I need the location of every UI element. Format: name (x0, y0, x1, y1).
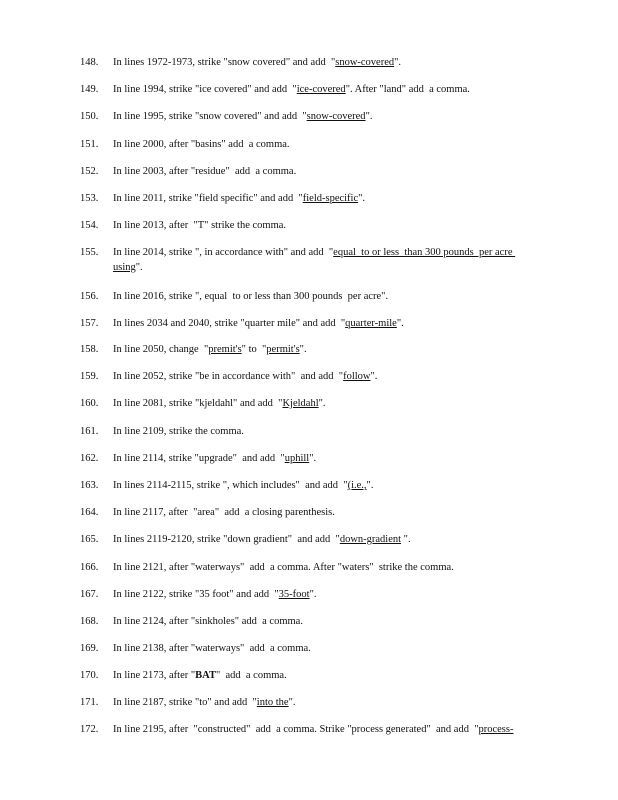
amendment-number: 160. (80, 398, 99, 409)
instruction-text: In lines 2119-2120, strike "down gradient" and add " (113, 534, 340, 545)
inserted-text: follow (343, 371, 371, 382)
amendment-number: 164. (80, 507, 99, 518)
amendment-text (113, 289, 537, 304)
instruction-text: In lines 1972-1973, strike "snow covered" and add " (113, 57, 336, 68)
inserted-text: into the (256, 697, 289, 708)
amendment-text (113, 532, 537, 547)
amendment-text (113, 55, 537, 70)
instruction-text: In line 2081, strike "kjeldahl" and add " (113, 398, 283, 409)
bold-text: BAT (195, 670, 216, 681)
instruction-text: ". (370, 371, 378, 382)
inserted-text: snow-covered (306, 111, 366, 122)
instruction-text: ". After "land" add a comma. (345, 84, 470, 95)
instruction-text: In line 1994, strike "ice covered" and add " (113, 84, 297, 95)
amendment-text (113, 137, 537, 152)
inserted-text: (i.e., (347, 480, 367, 491)
amendment-number: 172. (80, 724, 99, 735)
amendment-text (113, 164, 537, 179)
amendment-number: 169. (80, 643, 99, 654)
instruction-text: In line 2124, after "sinkholes" add a comma. (113, 616, 303, 627)
amendment-text (113, 587, 537, 602)
instruction-text: ". (318, 398, 326, 409)
instruction-text: In line 2014, strike ", in accordance with" and add " (113, 247, 334, 258)
instruction-text: In line 2195, after "constructed" add a comma. Strike "process generated" and add " (113, 724, 479, 735)
instruction-text: ". (394, 57, 402, 68)
amendment-text (113, 560, 537, 575)
amendment-text (113, 668, 537, 683)
instruction-text: ". (135, 262, 143, 273)
inserted-text: 35-foot (278, 589, 310, 600)
instruction-text: ". (401, 534, 411, 545)
amendment-text (113, 109, 537, 124)
instruction-text: In lines 2034 and 2040, strike "quarter mile" and add " (113, 318, 346, 329)
instruction-text: ". (309, 453, 317, 464)
instruction-text: In line 2121, after "waterways" add a comma. After "waters" strike the comma. (113, 562, 454, 573)
instruction-text: In line 2013, after "T" strike the comma. (113, 220, 287, 231)
inserted-text: snow-covered (335, 57, 395, 68)
amendment-number: 156. (80, 291, 99, 302)
instruction-text: In line 2173, after " (113, 670, 196, 681)
instruction-text: In line 2114, strike "upgrade" and add " (113, 453, 285, 464)
amendment-text (113, 316, 537, 331)
inserted-text: process- (478, 724, 514, 735)
amendment-number: 163. (80, 480, 99, 491)
amendment-number: 151. (80, 139, 99, 150)
amendment-number: 168. (80, 616, 99, 627)
amendment-number: 171. (80, 697, 99, 708)
amendment-text (113, 218, 537, 233)
amendment-number: 154. (80, 220, 99, 231)
amendment-number: 155. (80, 247, 99, 258)
amendment-text (113, 478, 537, 493)
instruction-text: In line 1995, strike "snow covered" and add " (113, 111, 307, 122)
instruction-text: In line 2011, strike "field specific" and add " (113, 193, 303, 204)
instruction-text: ". (358, 193, 366, 204)
inserted-text: ice-covered (296, 84, 346, 95)
amendment-text (113, 396, 537, 411)
amendment-text (113, 369, 537, 384)
instruction-text: In line 2109, strike the comma. (113, 426, 244, 437)
instruction-text: In line 2122, strike "35 foot" and add " (113, 589, 279, 600)
instruction-text: ". (396, 318, 404, 329)
instruction-text: In line 2138, after "waterways" add a comma. (113, 643, 311, 654)
inserted-text: equal to or less than 300 pounds per acre using (113, 247, 516, 273)
instruction-text: In line 2117, after "area" add a closing parenthesis. (113, 507, 335, 518)
amendment-text (113, 451, 537, 466)
instruction-text: In line 2016, strike ", equal to or less than 300 pounds per acre". (113, 291, 389, 302)
instruction-text: In line 2050, change " (113, 344, 209, 355)
amendment-text (113, 641, 537, 656)
inserted-text: down-gradient (339, 534, 402, 545)
amendment-number: 166. (80, 562, 99, 573)
inserted-text: quarter-mile (345, 318, 397, 329)
inserted-text: Kjeldahl (282, 398, 319, 409)
instruction-text: " add a comma. (215, 670, 287, 681)
amendment-text (113, 191, 537, 206)
amendment-number: 161. (80, 426, 99, 437)
amendment-text (113, 82, 537, 97)
instruction-text: ". (299, 344, 307, 355)
instruction-text: In line 2000, after "basins" add a comma. (113, 139, 290, 150)
amendment-number: 157. (80, 318, 99, 329)
instruction-text: ". (309, 589, 317, 600)
amendment-number: 150. (80, 111, 99, 122)
amendment-text (113, 342, 537, 357)
amendment-text (113, 695, 537, 710)
instruction-text: In line 2003, after "residue" add a comma. (113, 166, 297, 177)
instruction-text: In lines 2114-2115, strike ", which includes" and add " (113, 480, 348, 491)
inserted-text: permit's (266, 344, 300, 355)
amendment-number: 159. (80, 371, 99, 382)
instruction-text: ". (366, 480, 374, 491)
inserted-text: field-specific (302, 193, 359, 204)
amendment-text (113, 505, 537, 520)
instruction-text: " to " (241, 344, 267, 355)
amendment-number: 148. (80, 57, 99, 68)
amendment-text (113, 424, 537, 439)
amendment-text (113, 614, 537, 629)
amendment-number: 165. (80, 534, 99, 545)
instruction-text: In line 2052, strike "be in accordance with" and add " (113, 371, 344, 382)
instruction-text: ". (365, 111, 373, 122)
instruction-text: ". (288, 697, 296, 708)
amendment-number: 162. (80, 453, 99, 464)
inserted-text: uphill (284, 453, 310, 464)
amendment-text (113, 722, 537, 737)
amendment-number: 158. (80, 344, 99, 355)
amendment-text (113, 245, 537, 275)
instruction-text: In line 2187, strike "to" and add " (113, 697, 257, 708)
amendment-number: 170. (80, 670, 99, 681)
amendment-number: 153. (80, 193, 99, 204)
amendment-number: 167. (80, 589, 99, 600)
amendment-number: 149. (80, 84, 99, 95)
inserted-text: premit's (208, 344, 242, 355)
amendment-number: 152. (80, 166, 99, 177)
